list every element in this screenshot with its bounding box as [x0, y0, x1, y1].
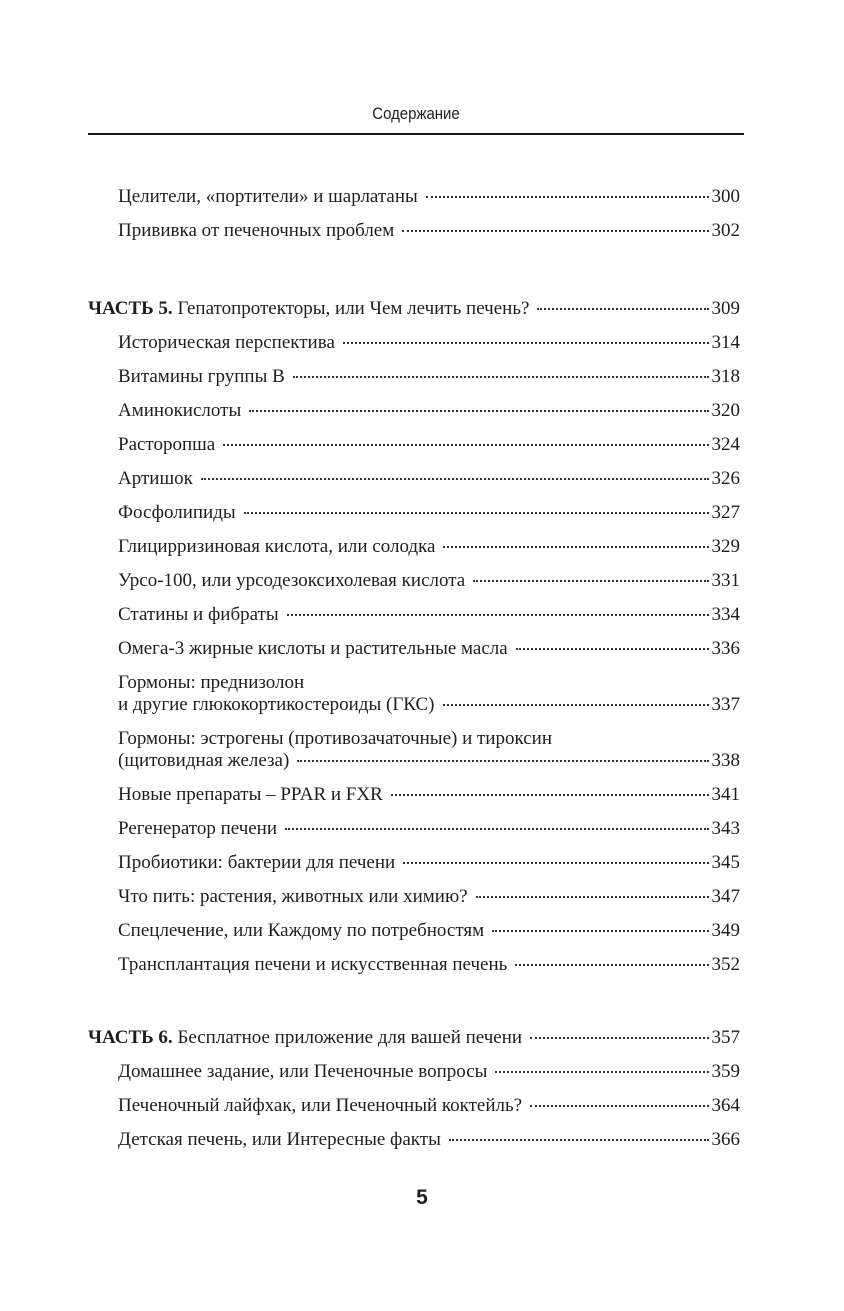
toc-entry[interactable] — [88, 496, 740, 530]
part-label: ЧАСТЬ 6. — [88, 1027, 173, 1048]
page-ref: 341 — [711, 784, 740, 805]
dot-leader — [223, 444, 708, 446]
toc-group-part-6 — [88, 1021, 740, 1157]
entry-title-line: Омега-3 жирные кислоты и растительные масла — [118, 638, 508, 659]
page-ref: 349 — [711, 920, 740, 941]
running-header: Содержание — [372, 104, 460, 123]
entry-title-line: Прививка от печеночных проблем — [118, 220, 395, 241]
toc-entry[interactable] — [88, 530, 740, 564]
entry-title-line: Целители, «портители» и шарлатаны — [118, 186, 418, 207]
part-label: ЧАСТЬ 5. — [88, 298, 173, 319]
page-ref: 357 — [711, 1027, 740, 1048]
toc-line — [118, 784, 740, 806]
toc-line — [118, 886, 740, 908]
entry-title-line: Расторопша — [118, 434, 216, 455]
page-ref: 338 — [711, 750, 740, 771]
toc-part-heading[interactable] — [88, 292, 740, 326]
toc-entry[interactable] — [88, 1089, 740, 1123]
entry-title-line: Печеночный лайфхак, или Печеночный коктейль? — [118, 1095, 523, 1116]
dot-leader — [249, 410, 708, 412]
dot-leader — [426, 196, 709, 198]
page-ref: 359 — [711, 1061, 740, 1082]
toc-part-heading[interactable] — [88, 1021, 740, 1055]
dot-leader — [403, 862, 708, 864]
entry-title-line: Фосфолипиды — [118, 502, 236, 523]
toc-line — [118, 954, 740, 976]
toc-entry[interactable] — [88, 360, 740, 394]
dot-leader — [476, 896, 709, 898]
dot-leader — [443, 704, 709, 706]
toc-line — [118, 920, 740, 942]
entry-title-line: Трансплантация печени и искусственная печень — [118, 954, 508, 975]
entry-title-line: Урсо-100, или урсодезоксихолевая кислота — [118, 570, 466, 591]
toc-entry[interactable] — [88, 1055, 740, 1089]
toc-entry[interactable] — [88, 428, 740, 462]
page-number: 5 — [416, 1186, 428, 1209]
toc-line — [118, 220, 740, 242]
dot-leader — [530, 1037, 708, 1039]
toc-entry[interactable] — [88, 778, 740, 812]
entry-title-line: Глицирризиновая кислота, или солодка — [118, 536, 436, 557]
page-ref: 334 — [711, 604, 740, 625]
dot-leader — [443, 546, 708, 548]
header-rule — [88, 133, 744, 135]
toc-entry[interactable] — [88, 564, 740, 598]
dot-leader — [343, 342, 709, 344]
toc-line — [118, 434, 740, 456]
dot-leader — [473, 580, 708, 582]
toc-entry[interactable] — [88, 462, 740, 496]
entry-title-line: Пробиотики: бактерии для печени — [118, 852, 396, 873]
toc-entry[interactable] — [88, 914, 740, 948]
toc-line — [118, 638, 740, 660]
page-ref: 364 — [711, 1095, 740, 1116]
toc-line — [88, 298, 740, 320]
entry-title-line: (щитовидная железа) — [118, 750, 290, 771]
toc-line — [118, 818, 740, 840]
page-ref: 309 — [711, 298, 740, 319]
toc-entry[interactable] — [88, 394, 740, 428]
page-ref: 327 — [711, 502, 740, 523]
entry-title-line: Детская печень, или Интересные факты — [118, 1129, 441, 1150]
entry-title-line: Домашнее задание, или Печеночные вопросы — [118, 1061, 488, 1082]
toc-group-continuation — [88, 180, 740, 248]
page-ref: 318 — [711, 366, 740, 387]
dot-leader — [402, 230, 708, 232]
page-ref: 352 — [711, 954, 740, 975]
part-title-text — [88, 298, 529, 320]
toc-entry[interactable] — [88, 812, 740, 846]
entry-title-line: Спецлечение, или Каждому по потребностям — [118, 920, 485, 941]
toc-line — [118, 502, 740, 524]
entry-title-line: Новые препараты – PPAR и FXR — [118, 784, 383, 805]
toc-line — [118, 332, 740, 354]
toc-line — [118, 852, 740, 874]
page-ref: 329 — [711, 536, 740, 557]
entry-title-line: Витамины группы В — [118, 366, 285, 387]
toc-entry[interactable] — [88, 1123, 740, 1157]
toc-entry[interactable] — [88, 326, 740, 360]
entry-title-line: Регенератор печени — [118, 818, 278, 839]
dot-leader — [530, 1105, 708, 1107]
toc-entry[interactable] — [88, 632, 740, 666]
dot-leader — [515, 964, 708, 966]
toc-line — [118, 694, 740, 716]
toc-entry[interactable] — [88, 722, 740, 778]
dot-leader — [492, 930, 708, 932]
entry-title-line: Артишок — [118, 468, 193, 489]
page-ref: 331 — [711, 570, 740, 591]
toc-entry[interactable] — [88, 214, 740, 248]
page-ref: 337 — [711, 694, 740, 715]
part-title: Гепатопротекторы, или Чем лечить печень? — [177, 298, 530, 319]
toc-line — [118, 750, 740, 772]
toc-line — [118, 570, 740, 592]
dot-leader — [537, 308, 708, 310]
dot-leader — [495, 1071, 708, 1073]
page-ref: 300 — [711, 186, 740, 207]
dot-leader — [297, 760, 708, 762]
dot-leader — [287, 614, 709, 616]
dot-leader — [449, 1139, 709, 1141]
toc-line — [118, 186, 740, 208]
dot-leader — [201, 478, 709, 480]
toc-line — [118, 366, 740, 388]
toc-entry[interactable] — [88, 948, 740, 982]
toc-group-part-5 — [88, 292, 740, 982]
page-ref: 314 — [711, 332, 740, 353]
toc-line — [118, 536, 740, 558]
toc-line — [118, 400, 740, 422]
entry-title-line: Гормоны: эстрогены (противозачаточные) и тироксин — [118, 728, 553, 749]
entry-title-line: Что пить: растения, животных или химию? — [118, 886, 468, 907]
page-ref: 343 — [711, 818, 740, 839]
toc-line — [118, 1061, 740, 1083]
toc-entry[interactable] — [88, 880, 740, 914]
toc-line — [118, 1095, 740, 1117]
toc-line — [118, 468, 740, 490]
toc-line — [118, 1129, 740, 1151]
dot-leader — [516, 648, 709, 650]
entry-title-line: Гормоны: преднизолон — [118, 672, 305, 693]
page-ref: 345 — [711, 852, 740, 873]
toc-entry[interactable] — [88, 180, 740, 214]
toc-line — [88, 1027, 740, 1049]
toc-line — [118, 604, 740, 626]
dot-leader — [391, 794, 709, 796]
toc-entry[interactable] — [88, 666, 740, 722]
page-ref: 326 — [711, 468, 740, 489]
part-title-text — [88, 1027, 522, 1049]
entry-title-line: Историческая перспектива — [118, 332, 335, 353]
page-ref: 347 — [711, 886, 740, 907]
dot-leader — [244, 512, 709, 514]
entry-title-line: Статины и фибраты — [118, 604, 279, 625]
page-ref: 320 — [711, 400, 740, 421]
entry-title-line: и другие глюкокортикостероиды (ГКС) — [118, 694, 435, 715]
toc-entry[interactable] — [88, 846, 740, 880]
dot-leader — [293, 376, 709, 378]
dot-leader — [285, 828, 708, 830]
page-ref: 366 — [711, 1129, 740, 1150]
page-ref: 336 — [711, 638, 740, 659]
page-ref: 324 — [711, 434, 740, 455]
toc-entry[interactable] — [88, 598, 740, 632]
part-title: Бесплатное приложение для вашей печени — [177, 1027, 523, 1048]
entry-title-line: Аминокислоты — [118, 400, 242, 421]
page-ref: 302 — [711, 220, 740, 241]
